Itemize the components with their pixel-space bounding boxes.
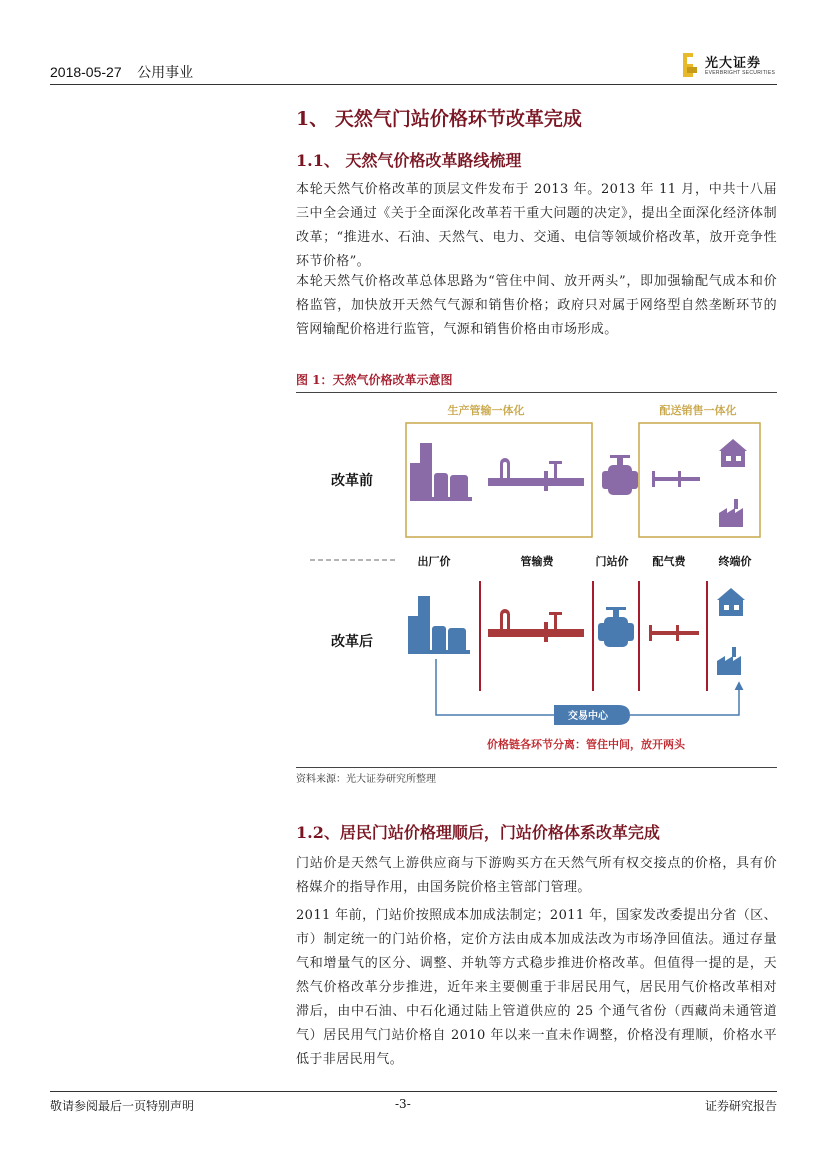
price-label-0: 出厂价: [417, 555, 451, 568]
after-distribution-icon: [649, 625, 699, 641]
row-before-label: 改革前: [331, 473, 373, 489]
footer-report-type: 证券研究报告: [704, 1099, 777, 1113]
section1-2-paragraph-2: 2011 年前，门站价按照成本加成法制定；2011 年，国家发改委提出分省（区、市）制定统一的门站价格，定价方法由成本加成法改为市场净回值法。通过存量气和增量气的区分、调整、并轨等方式稳步推进价格改革。但值得一提的是，天然气价格改革分步推进，近年来主要侧重于非居民用气，居民用气价格改革相对滞后，由中石油、中石化通过陆上管道供应的 25 个通气省份（西藏尚未通管道气）居民用气门站价格自 2010 年以来一直未作调整，价格没有理顺，价格水平低于非居民用气。: [296, 908, 777, 1067]
price-label-1: 管输费: [520, 555, 554, 568]
figure1-bottom-rule: [296, 767, 777, 768]
after-industrial-icon: [717, 647, 741, 675]
price-label-4: 终端价: [718, 555, 752, 568]
after-residential-icon: [717, 588, 745, 616]
after-gate-station-icon: [598, 607, 634, 647]
before-plant-icon: [410, 443, 472, 501]
header-date-sector: 2018-05-27 公用事业: [50, 64, 194, 80]
before-gate-station-icon: [602, 455, 638, 495]
brand-logo: [683, 52, 783, 80]
group-production-label: 生产管输一体化: [447, 404, 525, 417]
before-industrial-icon: [719, 499, 743, 527]
price-label-2: 门站价: [595, 555, 629, 568]
figure1-diagram: [296, 393, 777, 766]
trading-line-left: [436, 659, 554, 715]
footer-rule: [50, 1091, 777, 1092]
figure1-caption: 价格链各环节分离：管住中间，放开两头: [487, 738, 685, 751]
section1-1-title: 1.1、 天然气价格改革路线梳理: [296, 151, 522, 170]
figure1-title: 图 1：天然气价格改革示意图: [296, 373, 453, 387]
figure1-source: 资料来源：光大证券研究所整理: [296, 774, 436, 785]
header-rule: [50, 84, 777, 85]
before-pipeline-icon: [488, 458, 584, 491]
row-after-label: 改革后: [331, 634, 373, 650]
section1-2-title: 1.2、居民门站价格理顺后，门站价格体系改革完成: [296, 823, 660, 842]
trading-line-right: [630, 683, 739, 715]
before-residential-icon: [719, 439, 747, 467]
section1-1-paragraph-1: 本轮天然气价格改革的顶层文件发布于 2013 年。2013 年 11 月，中共十八届三中全会通过《关于全面深化改革若干重大问题的决定》，提出全面深化经济体制改革；“推进水、石油、天然气、电力、交通、电信等领域价格改革，放开竞争性环节价格”。: [296, 182, 777, 269]
group-distribution-label: 配送销售一体化: [659, 404, 737, 417]
after-pipeline-icon: [488, 609, 584, 642]
section1-title: 1、 天然气门站价格环节改革完成: [296, 108, 582, 130]
logo-cn-text: 光大证券: [705, 56, 762, 71]
price-label-3: 配气费: [652, 555, 686, 568]
before-distribution-icon: [652, 471, 700, 487]
logo-mark-icon: [683, 53, 697, 77]
footer-page-number: -3-: [395, 1097, 411, 1111]
section1-2-paragraph-1: 门站价是天然气上游供应商与下游购买方在天然气所有权交接点的价格，具有价格媒介的指导作用，由国务院价格主管部门管理。: [296, 856, 777, 895]
logo-en-text: EVERBRIGHT SECURITIES: [705, 70, 776, 76]
after-plant-icon: [408, 596, 470, 654]
section1-1-paragraph-2: 本轮天然气价格改革总体思路为“管住中间、放开两头”，即加强输配气成本和价格监管，加快放开天然气气源和销售价格；政府只对属于网络型自然垄断环节的管网输配价格进行监管，气源和销售价格由市场形成。: [296, 274, 777, 337]
footer-disclaimer: 敬请参阅最后一页特别声明: [50, 1099, 195, 1113]
trading-center-label: 交易中心: [568, 711, 608, 722]
